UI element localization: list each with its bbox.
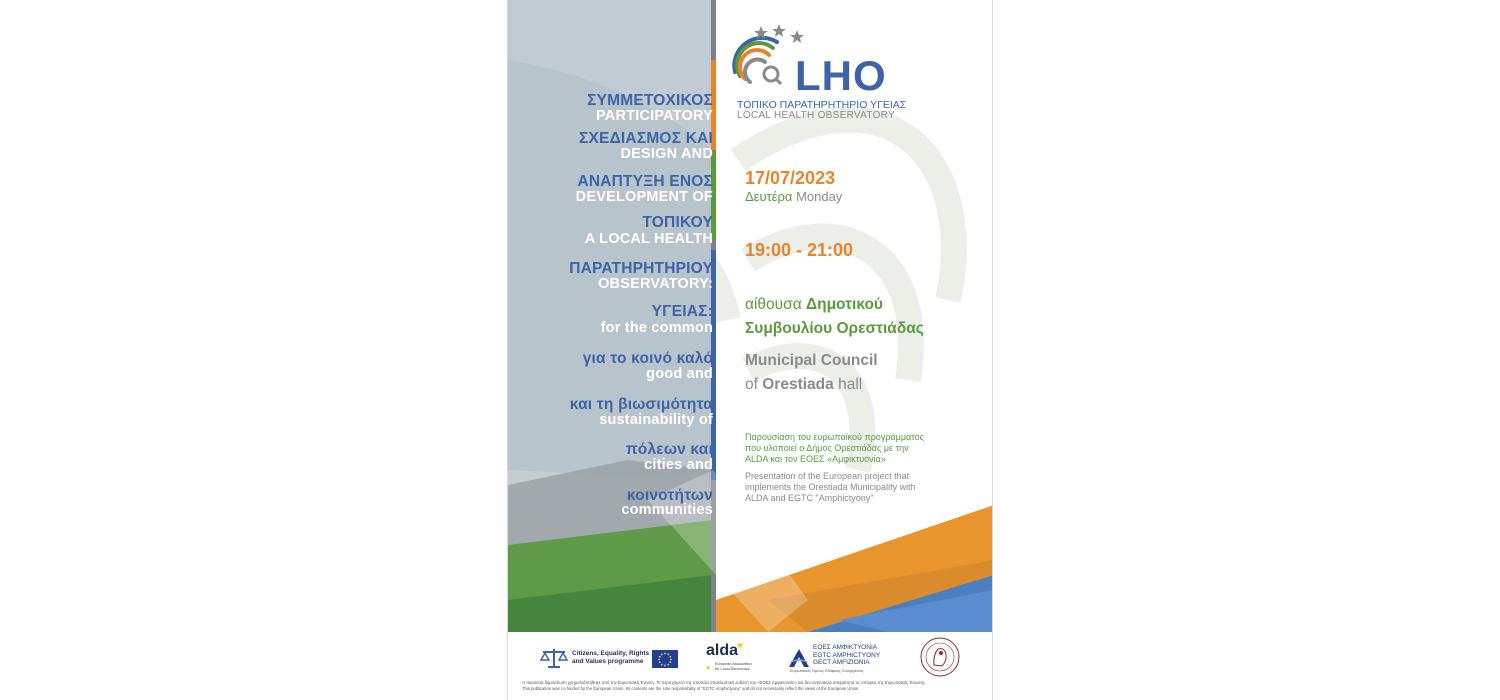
venue-gr-bold1: Δημοτικού <box>805 296 883 313</box>
title-line-en: A LOCAL HEALTH <box>584 231 713 247</box>
alda-logo: alda <box>706 642 739 659</box>
title-line-gr: και τη βιωσιμότητα <box>569 396 713 413</box>
cerv-line: and Values programme <box>572 658 644 665</box>
footer-logos <box>508 632 992 700</box>
scales-icon <box>540 647 568 669</box>
description-en <box>745 471 916 504</box>
amphictyony-label <box>813 644 880 667</box>
title-line-en: sustainability of <box>599 412 713 428</box>
title-line-gr: ΥΓΕΙΑΣ: <box>651 303 713 320</box>
stars-icon <box>753 24 813 44</box>
lho-logo <box>725 24 925 124</box>
title-line-gr: ΠΑΡΑΤΗΡΗΤΗΡΙΟΥ <box>569 260 713 277</box>
lho-subtitle-gr: ΤΟΠΙΚΟ ΠΑΡΑΤΗΡΗΤΗΡΙΟ ΥΓΕΙΑΣ <box>737 99 907 111</box>
venue-en-hall: hall <box>838 376 863 393</box>
eu-flag-icon <box>652 650 678 668</box>
title-line-en: for the common <box>600 320 713 336</box>
description-en-line: Presentation of the European project that <box>745 471 910 481</box>
description-gr-line: που υλοποιεί ο Δήμος Ορεστιάδας με την <box>745 443 909 453</box>
venue-en-bold: Orestiada <box>762 376 834 393</box>
description-gr-line: ALDA και τον ΕΟΕΣ «Αμφικτυονία» <box>745 454 886 464</box>
description-gr <box>745 432 924 465</box>
amphictyony-icon <box>787 647 811 669</box>
amphictyony-line: ΕΟΕΣ ΑΜΦΙΚΤΥΟΝΙΑ <box>813 644 878 651</box>
lho-subtitle-en: LOCAL HEALTH OBSERVATORY <box>737 110 895 121</box>
description-en-line: implements the Orestiada Municipality with <box>745 482 916 492</box>
venue-en-line1: Municipal Council <box>745 352 878 369</box>
title-line-en: good and <box>646 366 713 382</box>
lho-acronym: LHO <box>795 52 887 99</box>
description-en-line: ALDA and EGTC "Amphictyony" <box>745 493 874 503</box>
venue-gr-prefix: αίθουσα <box>745 296 802 313</box>
amphictyony-sub: Ευρωπαϊκός Όμιλος Εδαφικής Συνεργασίας <box>790 669 864 673</box>
event-poster <box>507 0 993 700</box>
event-day <box>745 189 842 204</box>
alda-sub <box>715 662 752 671</box>
venue-en-of: of <box>745 376 758 393</box>
title-line-gr: κοινοτήτων <box>626 487 713 504</box>
event-day-en: Monday <box>796 189 843 204</box>
municipality-seal-icon <box>920 637 960 677</box>
cerv-line: Citizens, Equality, Rights <box>572 650 650 657</box>
title-line-en: communities <box>621 502 713 518</box>
fineprint-en: This publication was co-funded by the European Union. Its contents are the sole responsibility of "EGTC Amphictyony" and do not necessarily reflect the views of the European Union. <box>522 686 860 691</box>
event-day-gr: Δευτέρα <box>745 189 793 204</box>
fineprint-gr: Η παρούσα δημοσίευση χρηματοδοτήθηκε από την Ευρωπαϊκή Ένωση. Το περιεχόμενό της αποτελεί αποκλειστική ευθύνη του «ΕΟΕΣ Αμφικτυονία» και δεν αντανακλά απαραίτητα τις απόψεις της Ευρωπαϊκής Ένωσης. <box>522 680 927 685</box>
title-line-en: DEVELOPMENT OF <box>575 189 713 205</box>
description-gr-line: Παρουσίαση του ευρωπαϊκού προγράμματος <box>745 432 924 442</box>
amphictyony-line: GECT AMFIZIONIA <box>813 659 870 666</box>
cerv-label <box>572 650 649 666</box>
title-line-gr: ΤΟΠΙΚΟΥ <box>642 214 713 231</box>
venue-gr-line2: Συμβουλίου Ορεστιάδας <box>745 320 924 337</box>
alda-star-icon: ★ <box>736 640 745 650</box>
title-line-gr: ΣΥΜΜΕΤΟΧΙΚΟΣ <box>587 92 713 109</box>
title-line-gr: για το κοινό καλό <box>582 350 713 367</box>
title-line-en: OBSERVATORY: <box>598 276 713 292</box>
title-line-en: PARTICIPATORY <box>596 108 713 124</box>
alda-small-star-icon: ★ <box>705 665 712 672</box>
event-time: 19:00 - 21:00 <box>745 240 854 260</box>
title-line-en: DESIGN AND <box>620 146 713 162</box>
venue-gr-line1 <box>745 296 883 314</box>
title-line-gr: ΣΧΕΔΙΑΣΜΟΣ ΚΑΙ <box>579 130 713 147</box>
alda-sub-line: European Association <box>715 662 752 666</box>
title-line-gr: πόλεων και <box>625 441 713 458</box>
title-line-gr: ΑΝΑΠΤΥΞΗ ΕΝΟΣ <box>577 173 713 190</box>
amphictyony-line: EGTC AMPHICTYONY <box>813 651 881 659</box>
alda-sub-line: for Local Democracy <box>715 666 750 671</box>
venue-en-line2 <box>745 376 862 394</box>
title-line-en: cities and <box>644 457 713 473</box>
event-date: 17/07/2023 <box>745 168 836 188</box>
